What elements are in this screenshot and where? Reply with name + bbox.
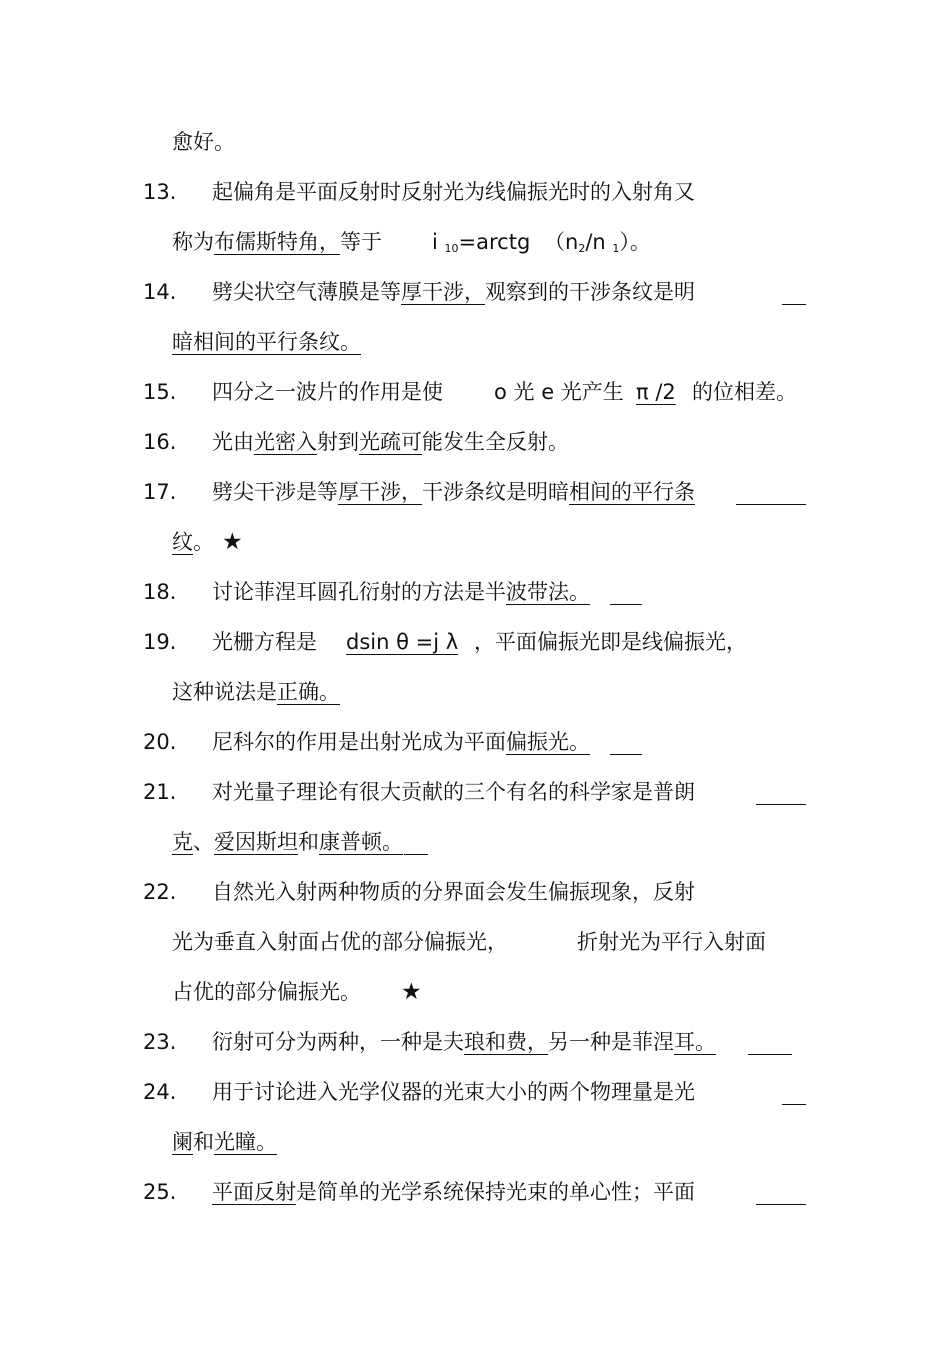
line-text: 。 [193, 530, 214, 554]
text-line [0, 224, 950, 260]
line-text: 这种说法是 [172, 680, 277, 704]
question-number: 13. [143, 180, 177, 204]
answer-blank: 厚干涉， [401, 280, 485, 304]
blank-underline [748, 1054, 792, 1055]
question-16 [0, 424, 950, 460]
question-14 [0, 274, 950, 310]
line-text: 愈好。 [172, 130, 235, 154]
star-icon: ★ [401, 979, 422, 1005]
blank-underline [782, 1104, 806, 1105]
question-15 [0, 374, 950, 410]
answer-blank: 厚干涉， [338, 480, 422, 504]
line-text: 另一种是菲涅 [548, 1030, 674, 1054]
question-18 [0, 574, 950, 610]
line-text: 用于讨论进入光学仪器的光束大小的两个物理量是光 [212, 1080, 695, 1104]
line-text: 和 [193, 1130, 214, 1154]
blank-underline [610, 604, 642, 605]
line-text: 四分之一波片的作用是使 [212, 380, 443, 404]
line-text: 折射光为平行入射面 [577, 930, 766, 954]
line-text: 讨论菲涅耳圆孔衍射的方法是半 [212, 580, 506, 604]
question-number: 22. [143, 880, 177, 904]
line-text: 光为垂直入射面占优的部分偏振光， [172, 930, 508, 954]
question-25 [0, 1174, 950, 1210]
line-text: 尼科尔的作用是出射光成为平面 [212, 730, 506, 754]
answer-blank: 琅和费， [464, 1030, 548, 1054]
line-text: 等于 [340, 230, 382, 254]
blank-underline [756, 804, 806, 805]
text-line [0, 674, 950, 710]
text-line [0, 1124, 950, 1160]
line-text: 自然光入射两种物质的分界面会发生偏振现象，反射 [212, 880, 695, 904]
question-number: 16. [143, 430, 177, 454]
line-text: 占优的部分偏振光。 [172, 980, 361, 1004]
line-text: 光由 [212, 430, 254, 454]
answer-blank: 光密入 [254, 430, 317, 454]
question-13 [0, 174, 950, 210]
line-text: 起偏角是平面反射时反射光为线偏振光时的入射角又 [212, 180, 695, 204]
answer-blank: 波带法。 [506, 580, 590, 604]
answer-blank: 爱因斯坦 [214, 830, 298, 854]
text-line [0, 924, 950, 960]
question-number: 21. [143, 780, 177, 804]
blank-underline [782, 304, 806, 305]
line-text: 射到 [317, 430, 359, 454]
line-text: 能发生全反射。 [422, 430, 569, 454]
line-text: 是简单的光学系统保持光束的单心性；平面 [296, 1180, 695, 1204]
text-line [0, 824, 950, 860]
question-number: 19. [143, 630, 177, 654]
answer-blank: 暗相间的平行条纹。 [172, 330, 361, 354]
answer-blank: 克 [172, 830, 193, 854]
line-text: 衍射可分为两种，一种是夫 [212, 1030, 464, 1054]
question-number: 24. [143, 1080, 177, 1104]
line-text: 光栅方程是 [212, 630, 317, 654]
formula: （$n_2/n$ $_1$）。 [544, 230, 651, 255]
text-line [0, 324, 950, 360]
line-text: 劈尖干涉是等 [212, 480, 338, 504]
question-number: 18. [143, 580, 177, 604]
answer-blank: π /2 [636, 380, 676, 404]
question-19 [0, 624, 950, 660]
answer-blank: 正确。 [277, 680, 340, 704]
question-21 [0, 774, 950, 810]
line-text: 观察到的干涉条纹是明 [485, 280, 695, 304]
text-line [0, 974, 950, 1010]
answer-blank: 布儒斯特角， [214, 230, 340, 254]
line-text: 对光量子理论有很大贡献的三个有名的科学家是普朗 [212, 780, 695, 804]
line-text: 劈尖状空气薄膜是等 [212, 280, 401, 304]
question-22 [0, 874, 950, 910]
answer-blank: 偏振光。 [506, 730, 590, 754]
blank-underline [610, 754, 642, 755]
answer-blank: 康普顿。 [319, 830, 403, 854]
formula: i $_{10}$=arctg [432, 230, 531, 255]
text-line [0, 524, 950, 560]
question-number: 14. [143, 280, 177, 304]
blank-underline [736, 504, 806, 505]
answer-blank: 光瞳。 [214, 1130, 277, 1154]
line-text: 和 [298, 830, 319, 854]
line-text: 干涉条纹是明暗 [422, 480, 569, 504]
answer-blank: dsin θ =j λ [346, 630, 459, 654]
answer-blank: 平面反射 [212, 1180, 296, 1204]
blank-underline [404, 854, 428, 855]
blank-underline [756, 1204, 806, 1205]
question-number: 20. [143, 730, 177, 754]
line-text: 的位相差。 [692, 380, 797, 404]
line-text: 称为 [172, 230, 214, 254]
question-number: 17. [143, 480, 177, 504]
question-number: 23. [143, 1030, 177, 1054]
answer-blank: 阑 [172, 1130, 193, 1154]
question-17 [0, 474, 950, 510]
question-20 [0, 724, 950, 760]
line-text: ，平面偏振光即是线偏振光， [474, 630, 747, 654]
answer-blank: 耳。 [674, 1030, 716, 1054]
question-number: 25. [143, 1180, 177, 1204]
line-text: 、 [193, 830, 214, 854]
answer-blank: 相间的平行条 [569, 480, 695, 504]
text-line [0, 124, 950, 160]
star-icon: ★ [222, 529, 243, 555]
question-23 [0, 1024, 950, 1060]
answer-blank: 光疏可 [359, 430, 422, 454]
question-number: 15. [143, 380, 177, 404]
answer-blank: 纹 [172, 530, 193, 554]
line-text: o 光 e 光产生 [494, 380, 624, 404]
question-24 [0, 1074, 950, 1110]
